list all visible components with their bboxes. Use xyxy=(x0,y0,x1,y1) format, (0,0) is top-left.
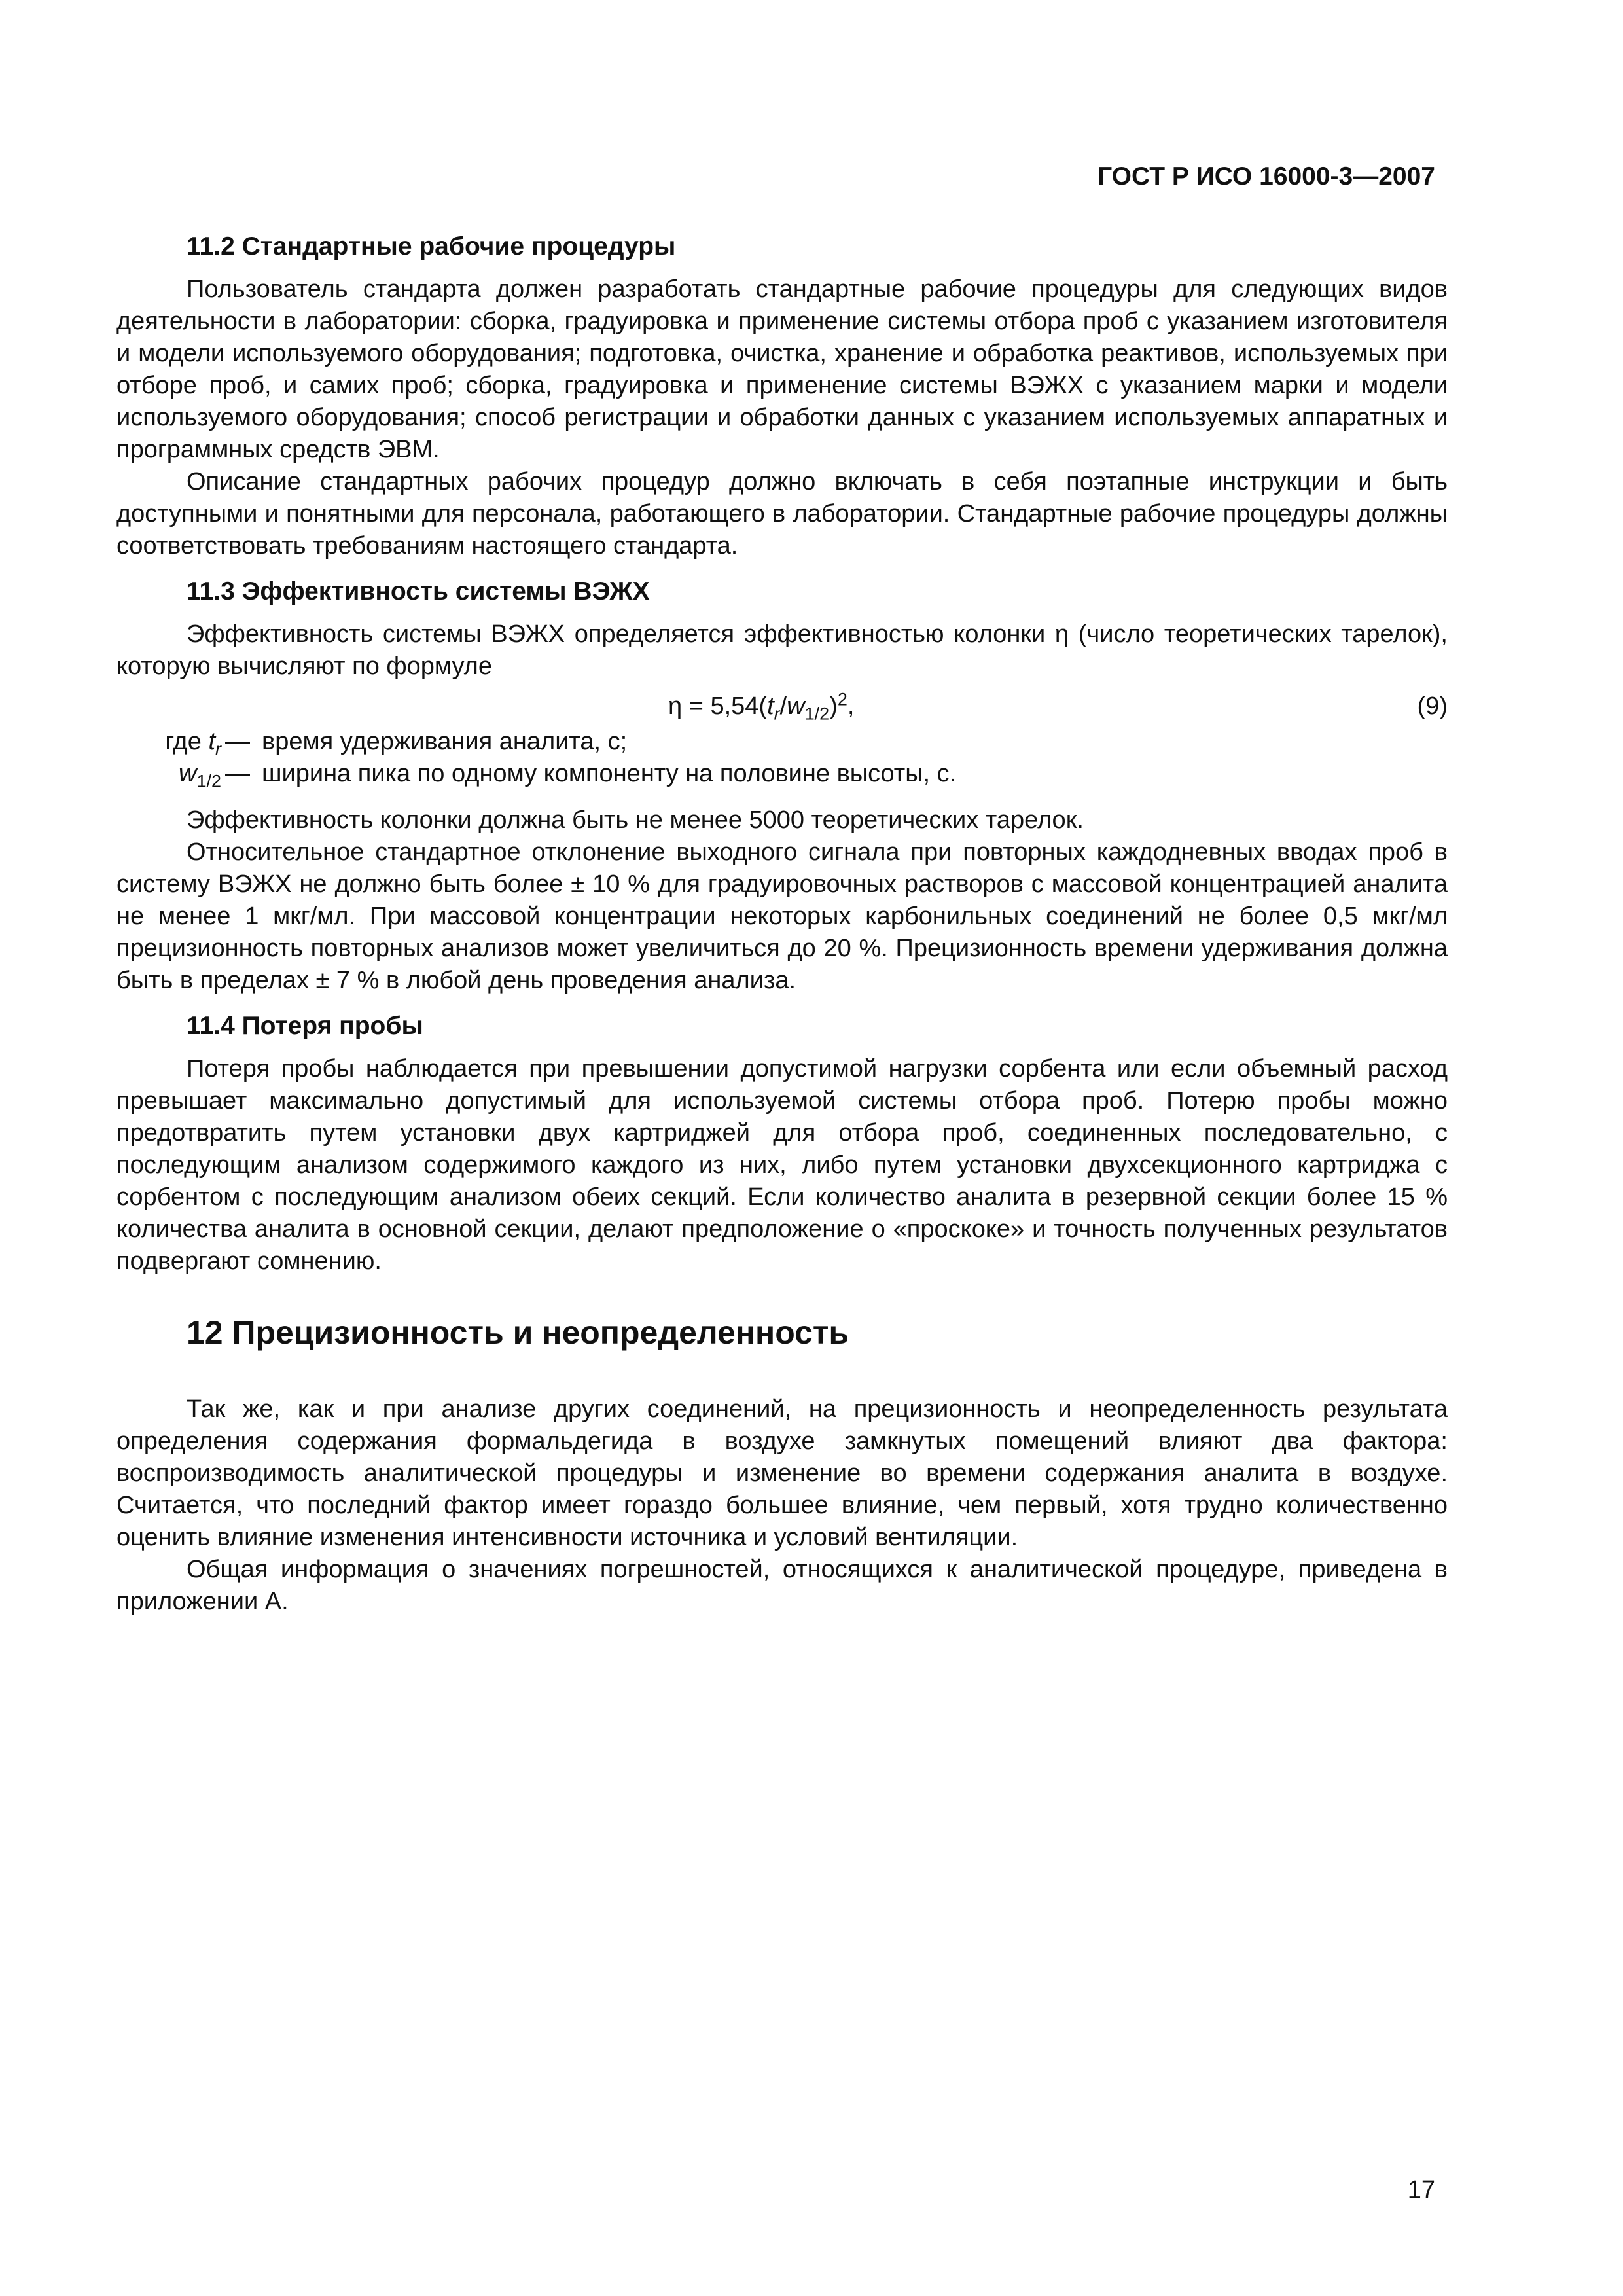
section-11-2-paragraph-1: Пользователь стандарта должен разработать стандартные рабочие процедуры для следующих видов деятельности в лаборатории: сборка, градуировка и применение системы отбора проб с указанием изготовителя и модели используемого оборудования; подготовка, очистка, хранение и обработка реактивов, используемых при отборе проб, и самих проб; сборка, градуировка и применение системы ВЭЖХ с указанием марки и модели используемого оборудования; способ регистрации и обработки данных с указанием используемых аппаратных и программных средств ЭВМ. xyxy=(116,276,1448,463)
formula-expression: $\eta = 5,54(t_r/w_{1/2})^2$, xyxy=(668,689,855,724)
section-11-3-rsd: Относительное стандартное отклонение выходного сигнала при повторных каждодневных вводах проб в систему ВЭЖХ не должно быть более ± 10 % для градуировочных растворов с массовой концентрацией аналита не менее 1 мкг/мл. При массовой концентрации некоторых карбонильных соединений не более 0,5 мкг/мл прецизионность повторных анализов может увеличиться до 20 %. Прецизионность времени удерживания должна быть в пределах ± 7 % в любой день проведения анализа. xyxy=(116,838,1448,994)
section-12-heading: 12 Прецизионность и неопределенность xyxy=(187,1314,849,1351)
section-11-4-paragraph: Потеря пробы наблюдается при превышении допустимой нагрузки сорбента или если объемный расход превышает максимально допустимый для используемой системы отбора проб. Потерю пробы можно предотвратить путем установки двух картриджей для отбора проб, соединенных последовательно, с последующим анализом содержимого каждого из них, либо путем установки двухсекционного картриджа с сорбентом с последующим анализом обеих секций. Если количество аналита в резервной секции более 15 % количества аналита в основной секции, делают предположение о «проскоке» и точность полученных результатов подвергают сомнению. xyxy=(116,1055,1448,1275)
section-11-3-heading: 11.3 Эффективность системы ВЭЖХ xyxy=(187,577,650,605)
section-11-2-paragraph-2: Описание стандартных рабочих процедур должно включать в себя поэтапные инструкции и быть доступными и понятными для персонала, работающего в лаборатории. Стандартные рабочие процедуры должны соответствовать требованиям настоящего стандарта. xyxy=(116,468,1448,560)
formula-9 xyxy=(116,688,1448,726)
formula-number: (9) xyxy=(1417,692,1448,720)
definition-tr: где $t_r$ — время удерживания аналита, с; xyxy=(116,726,1448,758)
definition-tr-text: время удерживания аналита, с; xyxy=(262,728,628,755)
document-id-header: ГОСТ Р ИСО 16000-3—2007 xyxy=(1097,162,1435,190)
section-11-4-heading: 11.4 Потеря пробы xyxy=(187,1012,423,1040)
section-11-3-efficiency: Эффективность колонки должна быть не менее 5000 теоретических тарелок. xyxy=(187,806,1084,834)
page-content xyxy=(116,230,1448,1618)
section-11-3-intro: Эффективность системы ВЭЖХ определяется эффективностью колонки η (число теоретических тарелок), которую вычисляют по формуле xyxy=(116,620,1448,680)
page-number: 17 xyxy=(1407,2176,1435,2204)
definition-w12: $w_{1/2}$ — ширина пика по одному компоненту на половине высоты, с. xyxy=(116,758,1448,790)
section-12-paragraph-1: Так же, как и при анализе других соединений, на прецизионность и неопределенность результата определения содержания формальдегида в воздухе замкнутых помещений влияют два фактора: воспроизводимость аналитической процедуры и изменение во времени содержания аналита в воздухе. Считается, что последний фактор имеет гораздо большее влияние, чем первый, хотя трудно количественно оценить влияние изменения интенсивности источника и условий вентиляции. xyxy=(116,1395,1448,1551)
section-11-2-heading: 11.2 Стандартные рабочие процедуры xyxy=(187,232,676,260)
section-12-paragraph-2: Общая информация о значениях погрешностей, относящихся к аналитической процедуре, приведена в приложении А. xyxy=(116,1556,1448,1615)
definition-w12-text: ширина пика по одному компоненту на половине высоты, с. xyxy=(262,760,957,787)
